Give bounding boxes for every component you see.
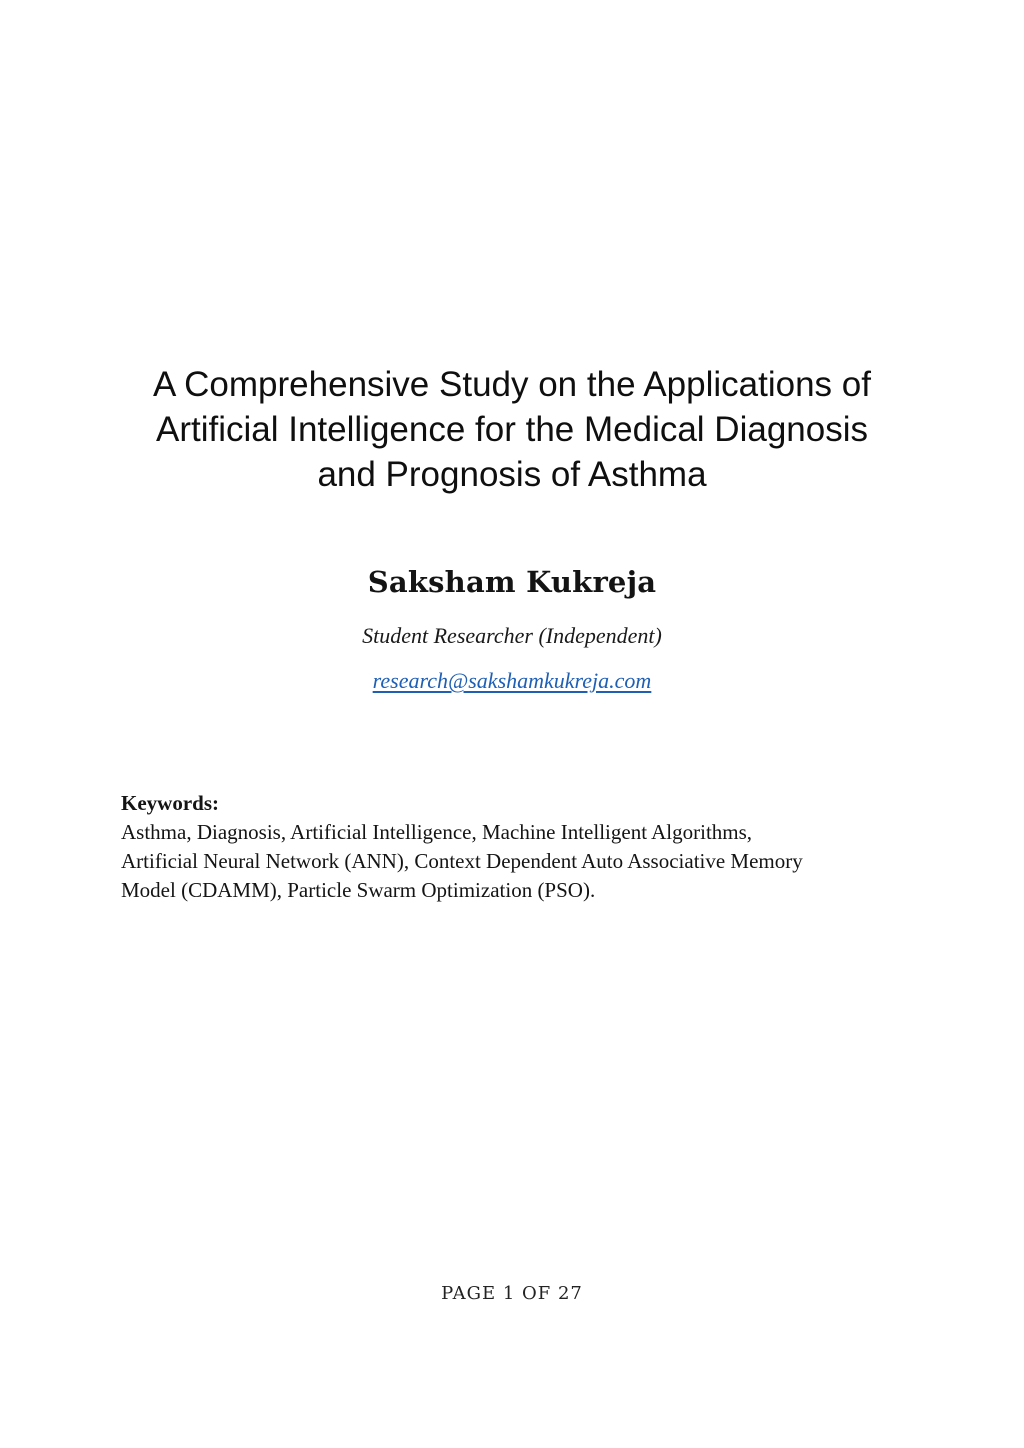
keywords-heading: Keywords: (121, 791, 219, 815)
title-line: and Prognosis of Asthma (317, 455, 707, 494)
keywords-line: Model (CDAMM), Particle Swarm Optimization (PSO). (121, 878, 596, 902)
keywords-section (121, 789, 901, 905)
keywords-line: Artificial Neural Network (ANN), Context Dependent Auto Associative Memory (121, 849, 803, 873)
author-affiliation: Student Researcher (Independent) (362, 623, 662, 648)
title-line: Artificial Intelligence for the Medical Diagnosis (156, 410, 868, 449)
author-name: Saksham Kukreja (367, 565, 657, 599)
paper-title (100, 362, 924, 497)
keywords-line: Asthma, Diagnosis, Artificial Intelligence, Machine Intelligent Algorithms, (121, 820, 753, 844)
email-link[interactable]: research@sakshamkukreja.com (372, 668, 652, 693)
page-number: PAGE 1 OF 27 (441, 1283, 583, 1304)
title-line: A Comprehensive Study on the Applications of (153, 365, 871, 404)
author-email (0, 666, 1024, 696)
